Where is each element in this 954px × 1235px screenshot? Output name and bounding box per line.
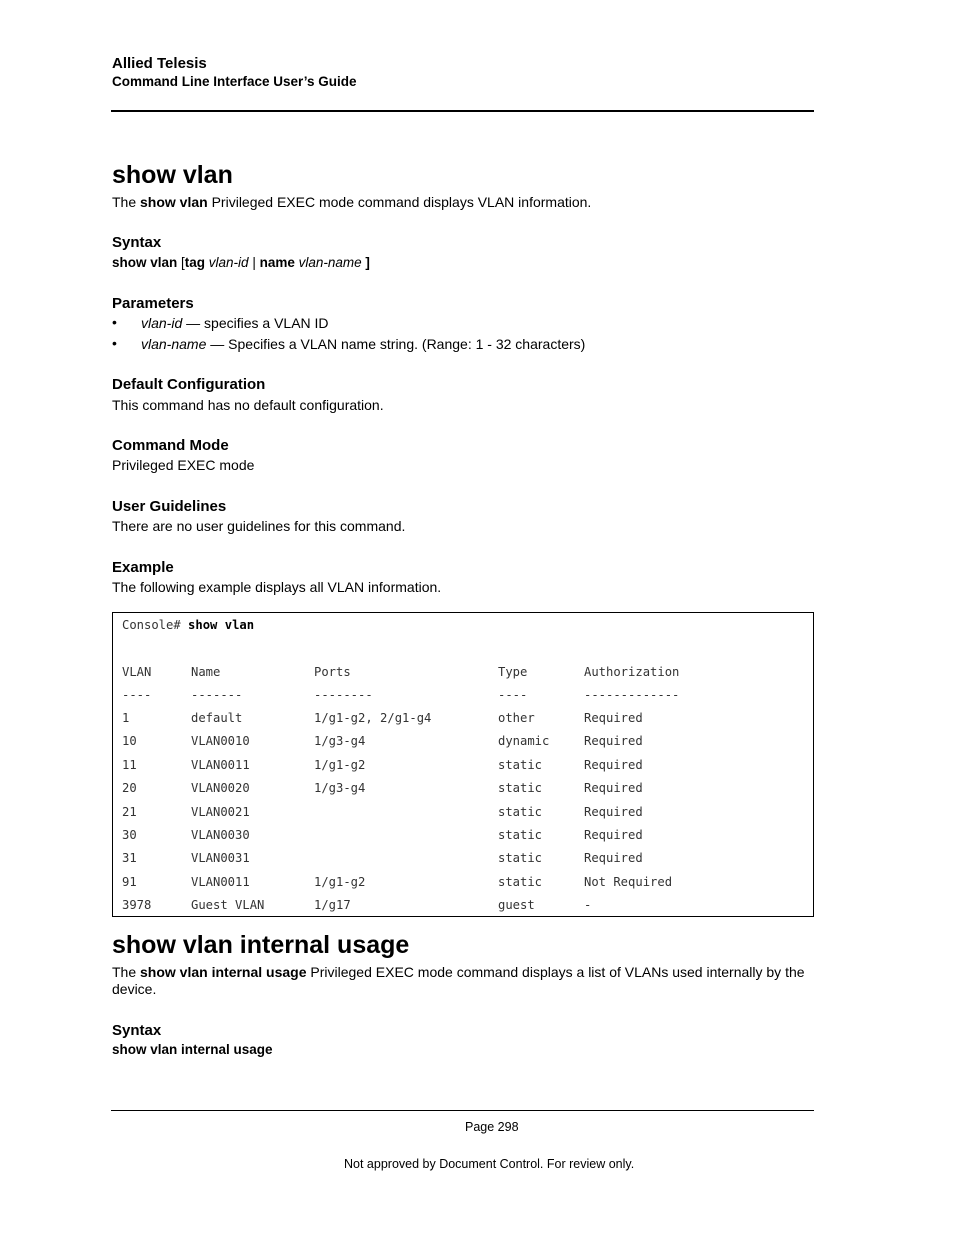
type-cell: dynamic bbox=[498, 734, 550, 749]
type-cell: static bbox=[498, 781, 543, 796]
column-separator: -------- bbox=[314, 688, 373, 702]
vlan-id-cell: 21 bbox=[122, 804, 137, 819]
vlan-id-cell: 31 bbox=[122, 851, 137, 866]
command-name: show vlan bbox=[140, 194, 208, 210]
authorization-cell: Required bbox=[584, 734, 643, 749]
authorization-cell: Required bbox=[584, 711, 643, 725]
ports-cell: 1/g3-g4 bbox=[314, 781, 366, 796]
type-cell: static bbox=[498, 828, 543, 842]
syntax-heading: Syntax bbox=[112, 234, 162, 251]
vlan-name-cell: VLAN0020 bbox=[191, 781, 250, 796]
user-guidelines-text: There are no user guidelines for this command. bbox=[112, 518, 406, 534]
column-separator: ---- bbox=[498, 688, 528, 702]
vlan-id-cell: 91 bbox=[122, 874, 137, 889]
vlan-name-cell: VLAN0011 bbox=[191, 757, 250, 772]
section-title-show-vlan-internal-usage: show vlan internal usage bbox=[112, 931, 410, 959]
vlan-name-cell: VLAN0031 bbox=[191, 851, 250, 866]
section2-intro: The show vlan internal usage Privileged EXEC mode command displays a list of VLANs used internally by the bbox=[112, 964, 805, 980]
column-header-name: Name bbox=[191, 665, 221, 679]
column-header-type: Type bbox=[498, 665, 528, 679]
vlan-name-cell: VLAN0010 bbox=[191, 734, 250, 749]
column-separator: ------- bbox=[191, 688, 243, 702]
authorization-cell: - bbox=[584, 898, 592, 913]
vlan-name-cell: VLAN0011 bbox=[191, 874, 250, 889]
ports-cell: 1/g1-g2 bbox=[314, 757, 366, 772]
authorization-cell: Required bbox=[584, 851, 643, 866]
vlan-id-cell: 11 bbox=[122, 757, 137, 772]
page-number: Page 298 bbox=[465, 1120, 519, 1134]
example-text: The following example displays all VLAN information. bbox=[112, 579, 442, 595]
column-separator: ---- bbox=[122, 688, 152, 702]
review-notice: Not approved by Document Control. For review only. bbox=[344, 1157, 635, 1171]
authorization-cell: Required bbox=[584, 804, 643, 819]
ports-cell: 1/g1-g2 bbox=[314, 874, 366, 889]
parameters-heading: Parameters bbox=[112, 295, 194, 312]
type-cell: static bbox=[498, 874, 543, 889]
vlan-name-cell: VLAN0030 bbox=[191, 828, 250, 842]
authorization-cell: Required bbox=[584, 781, 643, 796]
syntax-line: show vlan [tag vlan-id | name vlan-name ] bbox=[112, 255, 370, 270]
vlan-id-cell: 30 bbox=[122, 828, 137, 842]
bullet-icon: • bbox=[112, 314, 117, 330]
bullet-icon: • bbox=[112, 335, 117, 351]
syntax-line: show vlan internal usage bbox=[112, 1042, 273, 1057]
type-cell: guest bbox=[498, 898, 535, 913]
example-heading: Example bbox=[112, 559, 174, 576]
column-separator: ------------- bbox=[584, 688, 680, 702]
column-header-authorization: Authorization bbox=[584, 665, 680, 679]
company-name: Allied Telesis bbox=[112, 55, 207, 72]
vlan-id-cell: 3978 bbox=[122, 898, 152, 913]
vlan-id-cell: 1 bbox=[122, 711, 130, 725]
console-command-line: Console# show vlan bbox=[122, 618, 255, 632]
vlan-name-cell: VLAN0021 bbox=[191, 804, 250, 819]
section-title-show-vlan: show vlan bbox=[112, 161, 233, 189]
default-config-heading: Default Configuration bbox=[112, 376, 266, 393]
authorization-cell: Required bbox=[584, 757, 643, 772]
user-guidelines-heading: User Guidelines bbox=[112, 498, 227, 515]
vlan-id-cell: 20 bbox=[122, 781, 137, 796]
section-intro: The show vlan Privileged EXEC mode command displays VLAN information. bbox=[112, 194, 592, 210]
vlan-name-cell: Guest VLAN bbox=[191, 898, 265, 913]
parameter-item: vlan-id — specifies a VLAN ID bbox=[141, 315, 329, 331]
parameter-item: vlan-name — Specifies a VLAN name string. (Range: 1 - 32 characters) bbox=[141, 336, 586, 352]
default-config-text: This command has no default configuration. bbox=[112, 397, 384, 413]
command-mode-text: Privileged EXEC mode bbox=[112, 457, 255, 473]
console-output bbox=[112, 612, 814, 917]
authorization-cell: Required bbox=[584, 828, 643, 842]
command-name: show vlan internal usage bbox=[140, 964, 307, 980]
type-cell: static bbox=[498, 851, 543, 866]
guide-title: Command Line Interface User’s Guide bbox=[112, 74, 357, 89]
authorization-cell: Not Required bbox=[584, 874, 673, 889]
vlan-name-cell: default bbox=[191, 711, 243, 725]
column-header-vlan: VLAN bbox=[122, 665, 152, 679]
column-header-ports: Ports bbox=[314, 665, 351, 679]
vlan-id-cell: 10 bbox=[122, 734, 137, 749]
footer-divider bbox=[111, 1110, 814, 1111]
ports-cell: 1/g17 bbox=[314, 898, 351, 913]
type-cell: static bbox=[498, 804, 543, 819]
ports-cell: 1/g3-g4 bbox=[314, 734, 366, 749]
ports-cell: 1/g1-g2, 2/g1-g4 bbox=[314, 711, 432, 725]
header-divider bbox=[111, 110, 814, 112]
type-cell: static bbox=[498, 757, 543, 772]
section2-intro-continued: device. bbox=[112, 981, 157, 997]
syntax-heading: Syntax bbox=[112, 1022, 162, 1039]
type-cell: other bbox=[498, 711, 535, 725]
command-mode-heading: Command Mode bbox=[112, 437, 229, 454]
